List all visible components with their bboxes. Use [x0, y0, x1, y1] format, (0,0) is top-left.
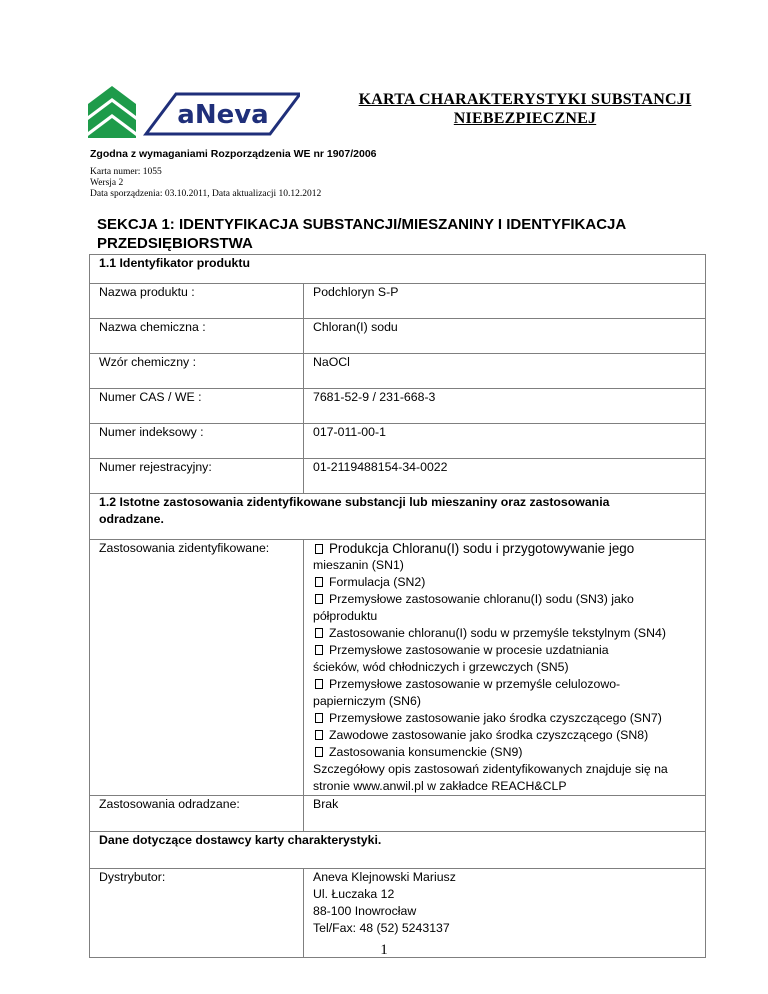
list-item-text: Zawodowe zastosowanie jako środka czyszczącego (SN8) [329, 728, 649, 742]
aneva-wordmark [146, 94, 300, 134]
relevant-uses-title [90, 494, 706, 540]
chemical-name-value: Chloran(I) sodu [304, 319, 706, 354]
product-identifier-title: 1.1 Identyfikator produktu [90, 255, 706, 284]
table-row [90, 796, 706, 832]
checkbox-icon [315, 628, 323, 638]
list-item [313, 727, 696, 744]
distributor-phone: Tel/Fax: 48 (52) 5243137 [313, 921, 450, 935]
list-item-continuation: mieszanin (SN1) [313, 558, 404, 572]
table-row [90, 459, 706, 494]
card-number: Karta numer: 1055 [90, 167, 162, 177]
advised-against-label: Zastosowania odradzane: [90, 796, 304, 832]
checkbox-icon [315, 747, 323, 757]
page-number: 1 [380, 942, 388, 958]
list-item-text: Przemysłowe zastosowanie w przemyśle celulozowo- [329, 677, 621, 691]
distributor-label: Dystrybutor: [90, 869, 304, 958]
list-item-continuation: ścieków, wód chłodniczych i grzewczych (SN5) [313, 660, 569, 674]
supplier-title: Dane dotyczące dostawcy karty charakterystyki. [90, 832, 706, 869]
relevant-uses-title-line1: 1.2 Istotne zastosowania zidentyfikowane substancji lub mieszaniny oraz zastosowania [99, 495, 610, 509]
document-meta [90, 167, 321, 200]
distributor-name: Aneva Klejnowski Mariusz [313, 870, 456, 884]
distributor-street: Ul. Łuczaka 12 [313, 887, 395, 901]
checkbox-icon [315, 544, 323, 554]
list-item-text: Przemysłowe zastosowanie jako środka czyszczącego (SN7) [329, 711, 662, 725]
dates: Data sporządzenia: 03.10.2011, Data aktualizacji 10.12.2012 [90, 189, 322, 199]
document-title-line2: NIEBEZPIECZNEJ [453, 110, 597, 127]
svg-text:aNeva: aNeva [177, 100, 269, 130]
cas-ec-value: 7681-52-9 / 231-668-3 [304, 389, 706, 424]
table-row [90, 354, 706, 389]
chemical-name-label: Nazwa chemiczna : [90, 319, 304, 354]
list-item [313, 574, 696, 591]
table-row [90, 424, 706, 459]
advised-against-value: Brak [304, 796, 706, 832]
chemical-formula-label: Wzór chemiczny : [90, 354, 304, 389]
chemical-formula-value: NaOCl [304, 354, 706, 389]
checkbox-icon [315, 577, 323, 587]
identified-uses-list [304, 540, 706, 796]
list-item-text: Zastosowanie chloranu(I) sodu w przemyśle tekstylnym (SN4) [329, 626, 666, 640]
table-row [90, 389, 706, 424]
checkbox-icon [315, 730, 323, 740]
list-item [313, 642, 696, 659]
cas-ec-label: Numer CAS / WE : [90, 389, 304, 424]
relevant-uses-title-line2: odradzane. [99, 512, 164, 526]
registration-number-label: Numer rejestracyjny: [90, 459, 304, 494]
compliance-note: Zgodna z wymaganiami Rozporządzenia WE nr 1907/2006 [90, 148, 377, 160]
section-heading-line2: PRZEDSIĘBIORSTWA [97, 235, 253, 252]
table-row [90, 494, 706, 540]
list-item-text: Zastosowania konsumenckie (SN9) [329, 745, 523, 759]
registration-number-value: 01-2119488154-34-0022 [304, 459, 706, 494]
document-title-line1: KARTA CHARAKTERYSTYKI SUBSTANCJI [358, 91, 692, 108]
product-name-value: Podchloryn S-P [304, 284, 706, 319]
table-row [90, 319, 706, 354]
identified-uses-label: Zastosowania zidentyfikowane: [90, 540, 304, 796]
table-row [90, 540, 706, 796]
checkbox-icon [315, 594, 323, 604]
list-item [313, 744, 696, 761]
section-heading [97, 215, 697, 253]
list-item-text: Przemysłowe zastosowanie chloranu(I) sodu (SN3) jako [329, 592, 634, 606]
list-item-text: Przemysłowe zastosowanie w procesie uzdatniania [329, 643, 609, 657]
checkbox-icon [315, 645, 323, 655]
list-item [313, 540, 696, 557]
section-heading-line1: SEKCJA 1: IDENTYFIKACJA SUBSTANCJI/MIESZANINY I IDENTYFIKACJA [97, 216, 627, 233]
list-item-text: Formulacja (SN2) [329, 575, 426, 589]
product-name-label: Nazwa produktu : [90, 284, 304, 319]
list-item-continuation: papierniczym (SN6) [313, 694, 421, 708]
checkbox-icon [315, 679, 323, 689]
list-item-continuation: półproduktu [313, 609, 378, 623]
list-item [313, 591, 696, 608]
table-row [90, 832, 706, 869]
company-logo [88, 86, 300, 138]
version: Wersja 2 [90, 178, 124, 188]
distributor-city: 88-100 Inowrocław [313, 904, 417, 918]
table-row [90, 255, 706, 284]
list-item [313, 710, 696, 727]
green-chevron-icon [88, 86, 136, 138]
uses-details-line1: Szczegółowy opis zastosowań zidentyfikowanych znajduje się na [313, 762, 668, 776]
document-title [330, 90, 720, 128]
index-number-label: Numer indeksowy : [90, 424, 304, 459]
index-number-value: 017-011-00-1 [304, 424, 706, 459]
table-row [90, 284, 706, 319]
identification-table [89, 254, 706, 958]
uses-details-line2: stronie www.anwil.pl w zakładce REACH&CLP [313, 779, 567, 793]
list-item [313, 676, 696, 693]
list-item [313, 625, 696, 642]
list-item-text: Produkcja Chloranu(I) sodu i przygotowywanie jego [329, 541, 635, 556]
aneva-logo-graphic [88, 86, 300, 138]
checkbox-icon [315, 713, 323, 723]
